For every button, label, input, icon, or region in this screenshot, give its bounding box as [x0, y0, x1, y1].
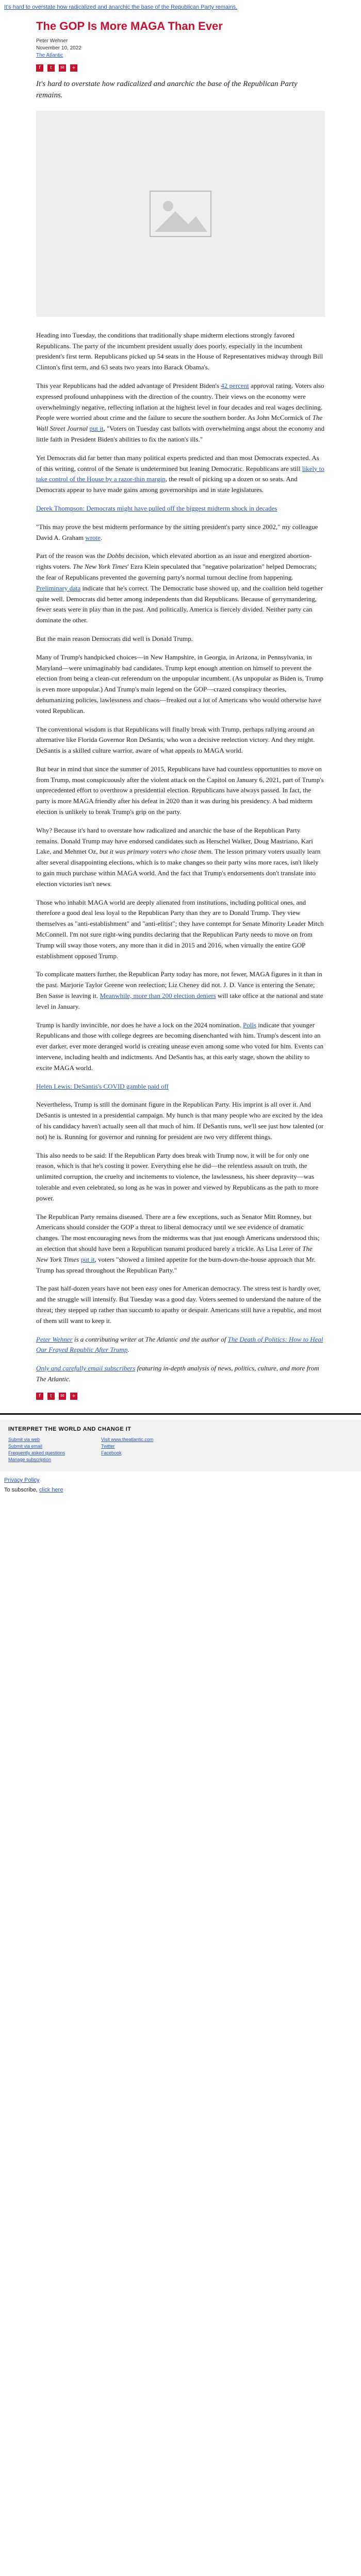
footer-columns: [8, 1436, 353, 1463]
footer-link[interactable]: Frequently asked questions: [8, 1450, 65, 1455]
author-bio: Peter Wehner is a contributing writer at The Atlantic and the author of The Death of Politics: How to Heal Our Frayed Republic After Trump.: [36, 1335, 323, 1354]
email-icon[interactable]: ✉: [59, 64, 66, 72]
footer-link[interactable]: Facebook: [101, 1450, 122, 1455]
twitter-icon[interactable]: t: [47, 1393, 55, 1400]
share-bar-top: [36, 64, 325, 72]
inline-link[interactable]: Polls: [243, 1021, 257, 1029]
footer-link[interactable]: Submit via email: [8, 1443, 43, 1449]
inline-link[interactable]: 42 percent: [221, 381, 249, 389]
footer-column-right: [101, 1436, 194, 1463]
read-more: [36, 1081, 325, 1092]
paragraph: This also needs to be said: If the Republican Party does break with Trump now, it will be for only one reason, which is that he's costing it power. Everything else he did—the relentless assault on truth, the unlimited corruption, the cruelty and incitements to violence, the lawlessness, his sheer depravity—was tolerable and even celebrated, so long as he was in power and viewed by Republicans as the path to more power.: [36, 1151, 319, 1202]
footer: [0, 1420, 361, 1471]
newsletter-promo: Only and carefully email subscribers featuring in-depth analysis of news, politics, culture, and more from The Atlantic.: [36, 1364, 319, 1383]
paragraph: Part of the reason was the Dobbs decision, which elevated abortion as an issue and energized abortion-rights voters. The New York Times' Ezra Klein speculated that "negative polarization" helped Democrats; the fear of Republicans prevented the governing party's normal turnout decline from happening. Preliminary data indicate that he's correct. The Democratic base showed up, and the coalition held together quite well. Democrats did better among independents than did Republicans. Because of gerrymandering, fewer seats were in play than in the past. And politically, America is fiercely divided. Neither party can dominate the other.: [36, 552, 323, 624]
hero-image: [36, 111, 325, 317]
facebook-icon[interactable]: f: [36, 64, 43, 72]
twitter-icon[interactable]: t: [47, 64, 55, 72]
footer-column-left: [8, 1436, 101, 1463]
subscribe-link[interactable]: click here: [39, 1486, 63, 1493]
bottom-links: [0, 1471, 361, 1505]
publication-link[interactable]: The Atlantic: [36, 53, 63, 59]
paragraph: To complicate matters further, the Republican Party today has more, not fewer, MAGA figures in it than in the past. Marjorie Taylor Greene won reelection; Liz Cheney did not. J. D. Vance is entering the Senate; Ben Sasse is leaving it. Meanwhile, more than 200 election deniers will take office at the national and state level in January.: [36, 970, 323, 1010]
privacy-policy-link[interactable]: Privacy Policy: [4, 1477, 40, 1483]
paragraph: But bear in mind that since the summer of 2015, Republicans have had countless opportunities to move on from Trump, most conspicuously after the violent attack on the Capitol on January 6, 2021, part of Trump's unprecedented effort to overthrow a presidential election. Republicans have always passed. In fact, the party is more MAGA friendly after his defeat in 2020 than it was during his presidency. A bad midterm election is unlikely to break Trump's grip on the party.: [36, 765, 324, 816]
read-more-link[interactable]: Helen Lewis: DeSantis's COVID gamble paid off: [36, 1082, 169, 1090]
book-link[interactable]: The Death of Politics: How to Heal Our Frayed Republic After Trump: [36, 1335, 323, 1354]
author-name: Peter Wehner: [36, 38, 68, 44]
paragraph: Why? Because it's hard to overstate how radicalized and anarchic the base of the Republican Party remains. Donald Trump may have endorsed candidates such as Herschel Walker, Doug Mastriano, Kari Lake, and Mehmet Oz, but it was primary voters who chose them. The lesson primary voters usually learn after several disappointing elections, which is to make changes so their party wins more races, isn't likely to gain much purchase within MAGA world. And the fact that Trump's endorsements don't translate into election victories isn't news.: [36, 826, 321, 888]
paragraph: But the main reason Democrats did well is Donald Trump.: [36, 634, 193, 642]
article-title: The GOP Is More MAGA Than Ever: [36, 20, 223, 32]
footer-link[interactable]: Visit www.theatlantic.com: [101, 1436, 154, 1442]
share-icon[interactable]: +: [70, 1393, 77, 1400]
footer-link[interactable]: Manage subscription: [8, 1456, 52, 1462]
footer-link[interactable]: Submit via web: [8, 1436, 40, 1442]
inline-link[interactable]: likely to take control of the House by a razor-thin margin: [36, 464, 324, 483]
paragraph: "This may prove the best midterm performance by the sitting president's party since 2002," my colleague David A. Graham wrote.: [36, 522, 318, 541]
footer-divider: [0, 1413, 361, 1415]
article-container: [36, 12, 325, 1400]
inline-link[interactable]: put it: [89, 425, 104, 433]
inline-link[interactable]: Preliminary data: [36, 584, 81, 592]
paragraph: The past half-dozen years have not been easy ones for American democracy. The stress test is hardly over, and the struggle will intensify. But Tuesday was a good day. Voters seemed to understand the nature of the threat; they stepped up rather than succumb to apathy or despair. Americans still have a republic, and most of them still want to keep it.: [36, 1284, 322, 1325]
email-icon[interactable]: ✉: [59, 1393, 66, 1400]
footer-title: INTERPRET THE WORLD AND CHANGE IT: [8, 1426, 132, 1432]
preview-bar: [0, 0, 361, 12]
inline-link[interactable]: wrote: [85, 533, 101, 541]
byline: [36, 38, 325, 59]
share-icon[interactable]: +: [70, 64, 77, 72]
facebook-icon[interactable]: f: [36, 1393, 43, 1400]
read-more-link[interactable]: Derek Thompson: Democrats might have pulled off the biggest midterm shock in decades: [36, 504, 277, 512]
article-header: [36, 12, 325, 72]
paragraph: The conventional wisdom is that Republicans will finally break with Trump, perhaps rallying around an alternative like Florida Governor Ron DeSantis, who won a decisive reelection victory. And they might. DeSantis is a skilled culture warrior, aware of what appeals to MAGA world.: [36, 725, 315, 755]
paragraph: Yet Democrats did far better than many political experts predicted and than most Democrats expected. As of this writing, control of the Senate is undetermined but leaning Democratic. Republicans are still likely to take control of the House by a razor-thin margin, the result of picking up a dozen or so seats. And Democrats appear to have made gains among governorships and in state legislatures.: [36, 453, 324, 494]
share-bar-bottom: [36, 1393, 325, 1400]
preview-link[interactable]: It's hard to overstate how radicalized and anarchic the base of the Republican Party remains.: [4, 4, 238, 10]
author-link[interactable]: Peter Wehner: [36, 1335, 73, 1343]
paragraph: Trump is hardly invincible, nor does he have a lock on the 2024 nomination. Polls indicate that younger Republicans and those with college degrees are becoming disenchanted with him. Trump's descent into an ever darker, ever more deranged world is creating unease even among some who voted for him. Events can intervene, including health and indictments. And DeSantis has, at this early stage, shown the ability to excite MAGA world.: [36, 1021, 324, 1072]
paragraph: Many of Trump's handpicked choices—in New Hampshire, in Georgia, in Arizona, in Pennsylvania, in Maryland—were unimaginably bad candidates. Trump kept enough attention on himself to prevent the election from being a clean-cut referendum on the unpopular incumbent. (As unpopular as Biden is, Trump is even more unpopular.) And Trump's main legend on the GOP—crazed conspiracy theories, dehumanizing policies, lawlessness and chaos—freaked out a lot of Americans who would otherwise have voted Republican.: [36, 653, 324, 715]
newsletter-link[interactable]: Only and carefully email subscribers: [36, 1364, 136, 1372]
inline-link[interactable]: put it: [80, 1255, 95, 1263]
image-placeholder-icon: [150, 191, 211, 237]
paragraph: The Republican Party remains diseased. There are a few exceptions, such as Senator Mitt Romney, but Americans should consider the GOP a threat to liberal democracy until we see evidence of dramatic changes. The most encouraging news from the midterms was that just enough Americans understood this; an election that should have been a Republican tsunami produced barely a trickle. As Lisa Lerer of The New York Times put it, voters "showed a limited appetite for the burn-down-the-house approach that Mr. Trump has spread throughout the Republican Party.": [36, 1212, 320, 1274]
article-dek: It's hard to overstate how radicalized and anarchic the base of the Republican Party remains.: [36, 80, 298, 100]
paragraph: Nevertheless, Trump is still the dominant figure in the Republican Party. His imprint is all over it. And DeSantis is untested in a presidential campaign. My hunch is that many people who are excited by the idea of his candidacy haven't actually seen all that much of him. If DeSantis runs, we'll see just how talented (or not) he is. Running for governor and running for president are two very different things.: [36, 1100, 324, 1141]
footer-link[interactable]: Twitter: [101, 1443, 115, 1449]
subscribe-line: To subscribe, click here: [4, 1486, 63, 1493]
paragraph: This year Republicans had the added advantage of President Biden's 42 percent approval rating. Voters also expressed profound unhappiness with the direction of the country. Their views on the economy were overwhelmingly negative, reflecting inflation at the highest level in four decades and real wages declining. People were worried about crime and the failure to secure the southern border. As John McCormick of The Wall Street Journal put it, "Voters on Tuesday cast ballots with overwhelming angst about the economy and little faith in President Biden's abilities to fix the nation's ills.": [36, 381, 325, 443]
article-body: [36, 330, 325, 1385]
publish-date: November 10, 2022: [36, 45, 81, 52]
inline-link[interactable]: Meanwhile, more than 200 election deniers: [100, 992, 216, 1000]
paragraph: Those who inhabit MAGA world are deeply alienated from institutions, including political ones, and therefore a good deal less loyal to the Republican Party than they are to Donald Trump. They view themselves as "anti-establishment" and "anti-elitist"; they have contempt for Senate Minority Leader Mitch McConnell. I'm not sure right-wing pundits declaring that the Republican Party needs to move on from Trump will sway those voters, any more than it did in 2015 and 2016, when virtually the entire GOP establishment opposed Trump.: [36, 898, 324, 960]
paragraph: Heading into Tuesday, the conditions that traditionally shape midterm elections strongly favored Republicans. The party of the incumbent president usually does poorly, especially in the incumbent president's first term. Republicans picked up 54 seats in the House of Representatives midway through Bill Clinton's first term, and 63 seats two years into Barack Obama's.: [36, 331, 323, 371]
read-more: [36, 503, 325, 514]
